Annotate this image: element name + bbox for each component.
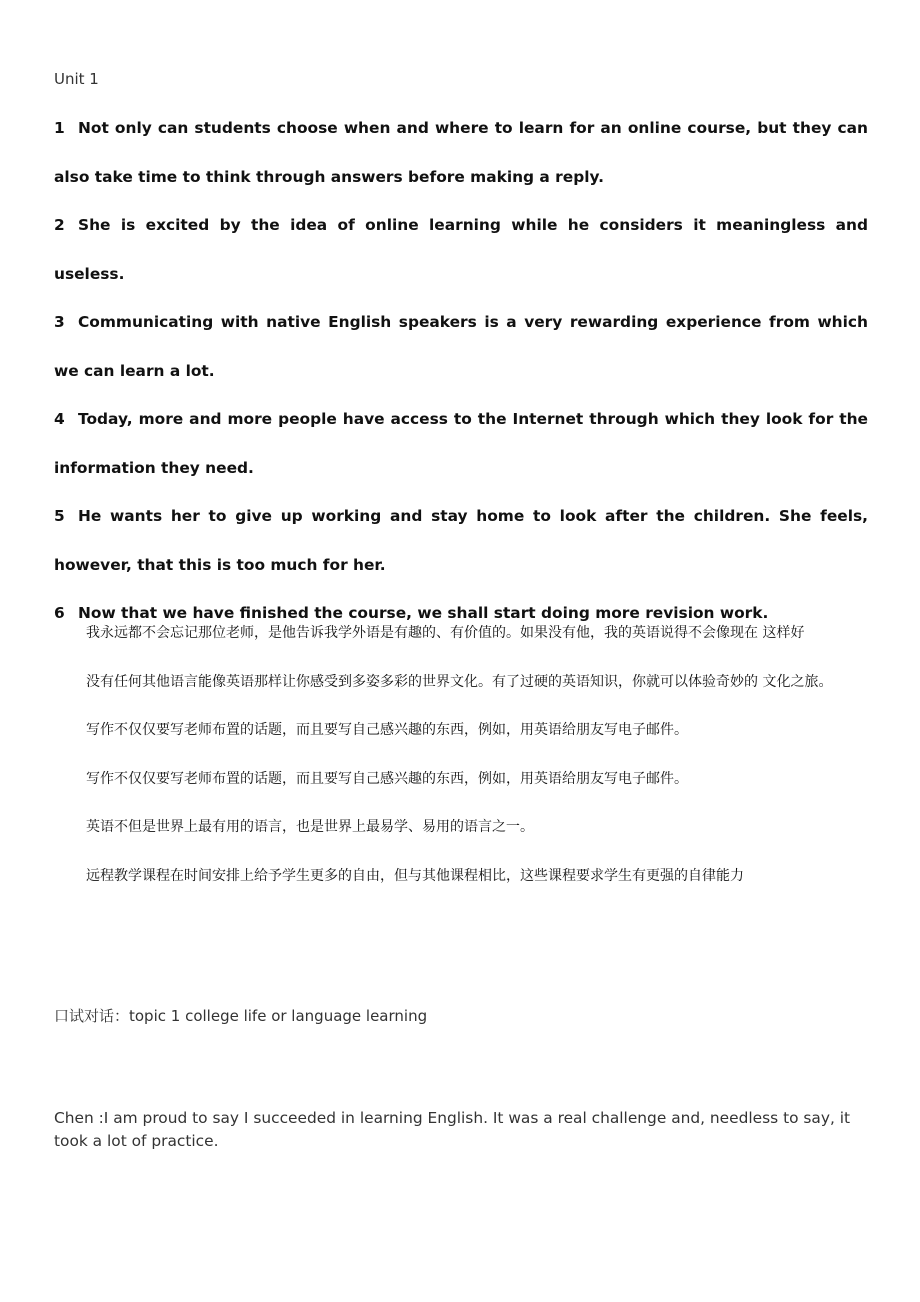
sentence-text: He wants her to give up working and stay home to look after the children. She feels, however, that this is too much for her. bbox=[54, 507, 868, 574]
chinese-sentence-3: 写作不仅仅要写老师布置的话题，而且要写自己感兴趣的东西，例如，用英语给朋友写电子邮件。 bbox=[86, 722, 688, 738]
chinese-sentence-5: 英语不但是世界上最有用的语言，也是世界上最易学、易用的语言之一。 bbox=[86, 819, 534, 835]
chinese-sentence-6: 远程教学课程在时间安排上给予学生更多的自由，但与其他课程相比，这些课程要求学生有更强的自律能力 bbox=[86, 867, 744, 884]
english-sentence-4 bbox=[54, 395, 868, 492]
english-sentence-3 bbox=[54, 298, 868, 395]
sentence-number: 3 bbox=[54, 313, 65, 331]
sentence-text: Now that we have finished the course, we shall start doing more revision work. bbox=[78, 604, 769, 622]
oral-exam-heading: 口试对话：topic 1 college life or language learning bbox=[54, 1007, 428, 1025]
sentence-text: Not only can students choose when and where to learn for an online course, but they can also take time to think through answers before making a reply. bbox=[54, 119, 868, 186]
dialogue-paragraph: Chen :I am proud to say I succeeded in learning English. It was a real challenge and, needless to say, it took a lot of practice. bbox=[54, 1109, 851, 1150]
sentence-number: 4 bbox=[54, 410, 65, 428]
sentence-number: 5 bbox=[54, 507, 65, 525]
english-sentence-2 bbox=[54, 201, 868, 298]
chinese-sentence-list bbox=[54, 609, 868, 900]
sentence-text: Communicating with native English speakers is a very rewarding experience from which we can learn a lot. bbox=[54, 313, 868, 380]
english-sentence-5 bbox=[54, 492, 868, 589]
chinese-sentence-4: 写作不仅仅要写老师布置的话题，而且要写自己感兴趣的东西，例如，用英语给朋友写电子邮件。 bbox=[86, 770, 688, 787]
sentence-text: Today, more and more people have access to the Internet through which they look for the information they need. bbox=[54, 410, 868, 477]
sentence-number: 1 bbox=[54, 119, 65, 137]
english-sentence-1 bbox=[54, 104, 868, 201]
chinese-sentence-1: 我永远都不会忘记那位老师，是他告诉我学外语是有趣的、有价值的。如果没有他，我的英语说得不会像现在 这样好 bbox=[86, 625, 805, 641]
chinese-sentence-2: 没有任何其他语言能像英语那样让你感受到多姿多彩的世界文化。有了过硬的英语知识，你就可以体验奇妙的 文化之旅。 bbox=[86, 673, 833, 690]
sentence-text: She is excited by the idea of online learning while he considers it meaningless and useless. bbox=[54, 216, 868, 283]
sentence-number: 6 bbox=[54, 604, 65, 622]
sentence-number: 2 bbox=[54, 216, 65, 234]
english-sentence-list bbox=[54, 104, 868, 638]
unit-title: Unit 1 bbox=[54, 70, 99, 88]
